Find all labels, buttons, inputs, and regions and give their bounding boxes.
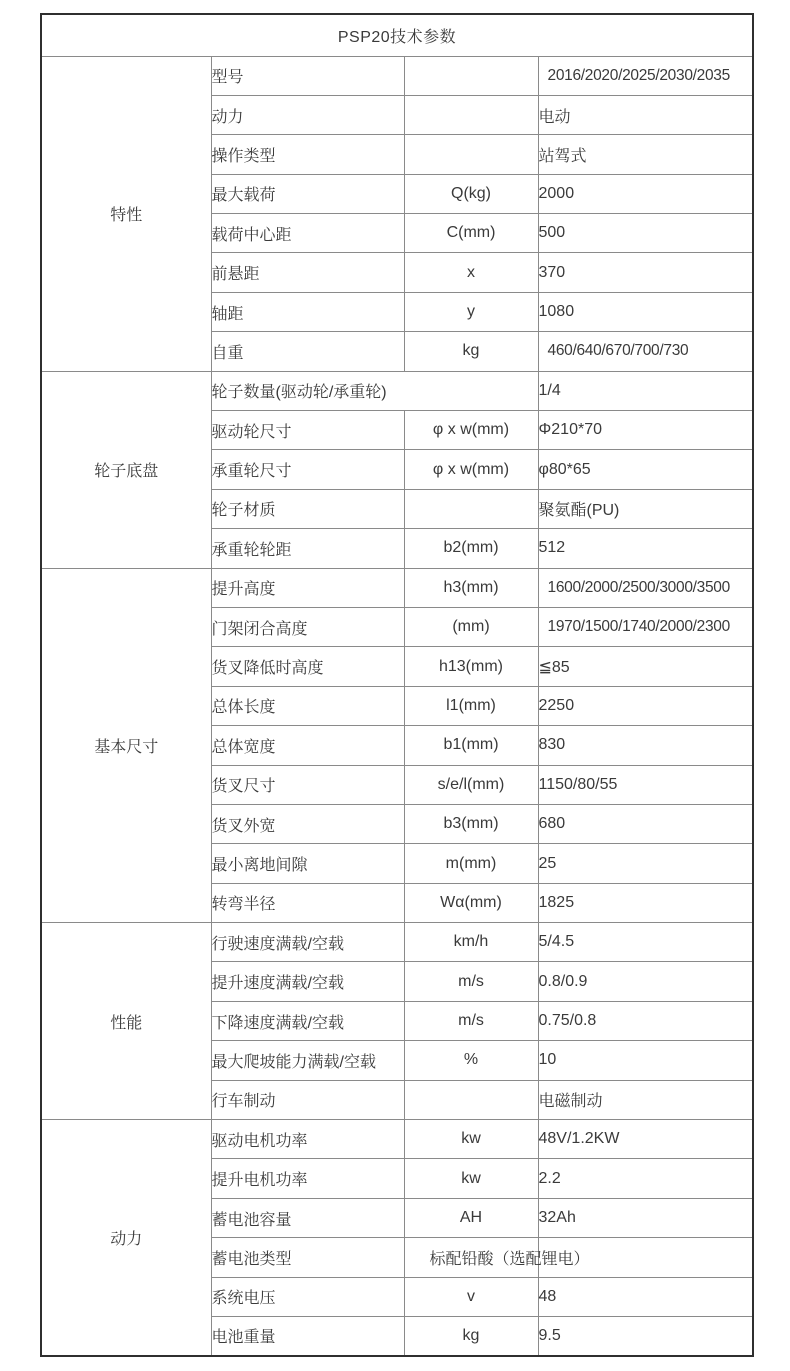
section-cell: 性能 (41, 923, 211, 1120)
symbol-cell: C(mm) (404, 214, 538, 253)
value-cell: 2016/2020/2025/2030/2035 (538, 56, 753, 95)
param-cell: 总体长度 (211, 686, 404, 725)
symbol-cell (404, 489, 538, 528)
param-cell: 蓄电池类型 (211, 1238, 404, 1277)
param-cell: 货叉降低时高度 (211, 647, 404, 686)
param-cell: 承重轮尺寸 (211, 450, 404, 489)
symbol-cell: % (404, 1041, 538, 1080)
param-cell: 行车制动 (211, 1080, 404, 1119)
value-cell: 9.5 (538, 1317, 753, 1356)
symbol-cell: φ x w(mm) (404, 411, 538, 450)
param-cell: 货叉尺寸 (211, 765, 404, 804)
value-cell: 聚氨酯(PU) (538, 489, 753, 528)
symbol-cell: kg (404, 332, 538, 371)
value-cell: 1825 (538, 883, 753, 922)
symbol-cell: kw (404, 1120, 538, 1159)
value-cell: 2000 (538, 174, 753, 213)
section-cell: 轮子底盘 (41, 371, 211, 568)
param-cell: 门架闭合高度 (211, 607, 404, 646)
param-cell: 总体宽度 (211, 726, 404, 765)
value-cell: 512 (538, 529, 753, 568)
value-cell: ≦85 (538, 647, 753, 686)
section-cell: 特性 (41, 56, 211, 371)
param-cell: 最小离地间隙 (211, 844, 404, 883)
symbol-cell: m(mm) (404, 844, 538, 883)
value-cell: 460/640/670/700/730 (538, 332, 753, 371)
value-cell: 2250 (538, 686, 753, 725)
symbol-cell: b3(mm) (404, 804, 538, 843)
symbol-cell: m/s (404, 1001, 538, 1040)
param-cell: 转弯半径 (211, 883, 404, 922)
symbol-cell: x (404, 253, 538, 292)
param-cell: 自重 (211, 332, 404, 371)
value-cell: 2.2 (538, 1159, 753, 1198)
param-cell: 提升速度满载/空载 (211, 962, 404, 1001)
param-cell: 型号 (211, 56, 404, 95)
value-cell: 830 (538, 726, 753, 765)
page-title: PSP20技术参数 (41, 14, 753, 56)
param-cell: 货叉外宽 (211, 804, 404, 843)
spec-table-body (41, 14, 753, 1356)
symbol-cell: Wα(mm) (404, 883, 538, 922)
param-cell: 动力 (211, 95, 404, 134)
value-cell: 1600/2000/2500/3000/3500 (538, 568, 753, 607)
value-text: 标配铅酸（选配锂电） (429, 1250, 590, 1268)
value-cell: 48V/1.2KW (538, 1120, 753, 1159)
value-cell: 0.75/0.8 (538, 1001, 753, 1040)
symbol-cell: Q(kg) (404, 174, 538, 213)
spec-table (40, 13, 754, 1357)
value-cell: 10 (538, 1041, 753, 1080)
spec-row (41, 1120, 753, 1159)
spec-row (41, 568, 753, 607)
param-cell: 最大爬坡能力满载/空载 (211, 1041, 404, 1080)
symbol-cell: kw (404, 1159, 538, 1198)
symbol-cell: h13(mm) (404, 647, 538, 686)
symbol-cell (404, 95, 538, 134)
symbol-cell: φ x w(mm) (404, 450, 538, 489)
value-cell: 500 (538, 214, 753, 253)
value-cell: 电动 (538, 95, 753, 134)
param-cell: 电池重量 (211, 1317, 404, 1356)
symbol-cell: s/e/l(mm) (404, 765, 538, 804)
value-cell: φ80*65 (538, 450, 753, 489)
value-cell: 1080 (538, 292, 753, 331)
param-cell: 下降速度满载/空载 (211, 1001, 404, 1040)
param-cell: 驱动轮尺寸 (211, 411, 404, 450)
param-cell: 轮子数量(驱动轮/承重轮) (211, 371, 538, 410)
title-row (41, 14, 753, 56)
symbol-cell: b2(mm) (404, 529, 538, 568)
symbol-cell (404, 1238, 590, 1277)
symbol-cell: h3(mm) (404, 568, 538, 607)
param-cell: 提升电机功率 (211, 1159, 404, 1198)
symbol-cell: b1(mm) (404, 726, 538, 765)
param-cell: 前悬距 (211, 253, 404, 292)
value-cell: 32Ah (538, 1198, 753, 1237)
value-cell: 680 (538, 804, 753, 843)
value-cell: 25 (538, 844, 753, 883)
section-cell: 动力 (41, 1120, 211, 1356)
param-cell: 轮子材质 (211, 489, 404, 528)
value-cell: 5/4.5 (538, 923, 753, 962)
param-cell: 操作类型 (211, 135, 404, 174)
spec-row (41, 56, 753, 95)
param-cell: 最大载荷 (211, 174, 404, 213)
symbol-cell: AH (404, 1198, 538, 1237)
param-cell: 轴距 (211, 292, 404, 331)
symbol-cell: l1(mm) (404, 686, 538, 725)
param-cell: 行驶速度满载/空载 (211, 923, 404, 962)
value-cell: 48 (538, 1277, 753, 1316)
symbol-cell (404, 135, 538, 174)
value-cell: 1150/80/55 (538, 765, 753, 804)
value-cell: 电磁制动 (538, 1080, 753, 1119)
value-cell: 站驾式 (538, 135, 753, 174)
symbol-cell (404, 1080, 538, 1119)
spec-row (41, 371, 753, 410)
param-cell: 载荷中心距 (211, 214, 404, 253)
spec-row (41, 923, 753, 962)
param-cell: 驱动电机功率 (211, 1120, 404, 1159)
symbol-cell: v (404, 1277, 538, 1316)
value-cell: 1970/1500/1740/2000/2300 (538, 607, 753, 646)
symbol-cell: km/h (404, 923, 538, 962)
symbol-cell (404, 56, 538, 95)
value-cell: 1/4 (538, 371, 753, 410)
symbol-cell: y (404, 292, 538, 331)
param-cell: 提升高度 (211, 568, 404, 607)
value-cell: 0.8/0.9 (538, 962, 753, 1001)
value-cell: 370 (538, 253, 753, 292)
param-cell: 蓄电池容量 (211, 1198, 404, 1237)
param-cell: 承重轮轮距 (211, 529, 404, 568)
value-cell: Φ210*70 (538, 411, 753, 450)
symbol-cell: kg (404, 1317, 538, 1356)
section-cell: 基本尺寸 (41, 568, 211, 923)
symbol-cell: (mm) (404, 607, 538, 646)
param-cell: 系统电压 (211, 1277, 404, 1316)
symbol-cell: m/s (404, 962, 538, 1001)
